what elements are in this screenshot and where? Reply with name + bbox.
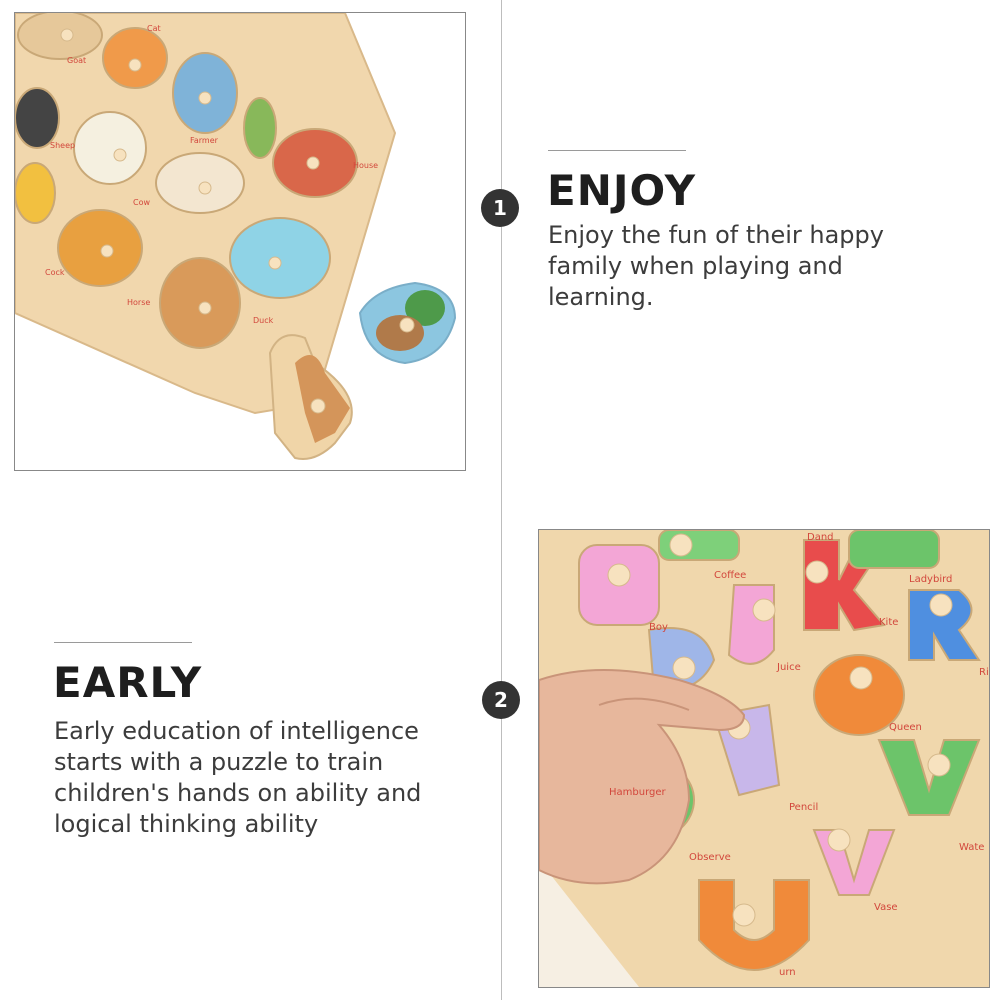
label-observe: Observe xyxy=(689,852,731,863)
label-pencil: Pencil xyxy=(789,802,819,813)
animal-puzzle-illustration xyxy=(15,13,465,470)
section2-line-1: Early education of intelligence xyxy=(54,717,419,745)
label-coffee: Coffee xyxy=(714,570,747,581)
label-kite: Kite xyxy=(879,617,899,628)
label-turn: urn xyxy=(779,967,796,978)
section1-line-2: family when playing and xyxy=(548,252,843,280)
alphabet-puzzle-illustration xyxy=(539,530,989,987)
label-sheep: Sheep xyxy=(50,141,76,150)
label-boy: Boy xyxy=(649,622,668,633)
section2-rule xyxy=(54,642,192,643)
label-ladybird: Ladybird xyxy=(909,574,953,585)
step-badge-2: 2 xyxy=(482,681,520,719)
section2-line-2: starts with a puzzle to train xyxy=(54,748,384,776)
section2-description xyxy=(54,716,484,840)
label-cock: Cock xyxy=(45,268,65,277)
section2-line-4: logical thinking ability xyxy=(54,810,319,838)
label-duck: Duck xyxy=(253,316,274,325)
step-badge-1: 1 xyxy=(481,189,519,227)
label-queen: Queen xyxy=(889,722,922,733)
label-rain: Ri xyxy=(979,667,989,678)
alphabet-puzzle-photo xyxy=(538,529,990,988)
label-cow: Cow xyxy=(133,198,151,207)
section1-title: ENJOY xyxy=(547,166,697,215)
section1-line-1: Enjoy the fun of their happy xyxy=(548,221,884,249)
center-divider-line xyxy=(501,0,502,1000)
section1-line-3: learning. xyxy=(548,283,654,311)
label-hamburger: Hamburger xyxy=(609,787,666,798)
label-cat: Cat xyxy=(147,24,161,33)
label-goat: Goat xyxy=(67,56,87,65)
section1-rule xyxy=(548,150,686,151)
section2-line-3: children's hands on ability and xyxy=(54,779,422,807)
label-dandelion: Dand xyxy=(807,532,834,543)
label-vase: Vase xyxy=(874,902,898,913)
section1-description xyxy=(548,220,968,313)
label-house: House xyxy=(353,161,379,170)
label-horse: Horse xyxy=(127,298,151,307)
label-water: Wate xyxy=(959,842,985,853)
label-juice: Juice xyxy=(777,662,801,673)
section2-title: EARLY xyxy=(53,658,203,707)
animal-puzzle-photo xyxy=(14,12,466,471)
label-farmer: Farmer xyxy=(190,136,218,145)
